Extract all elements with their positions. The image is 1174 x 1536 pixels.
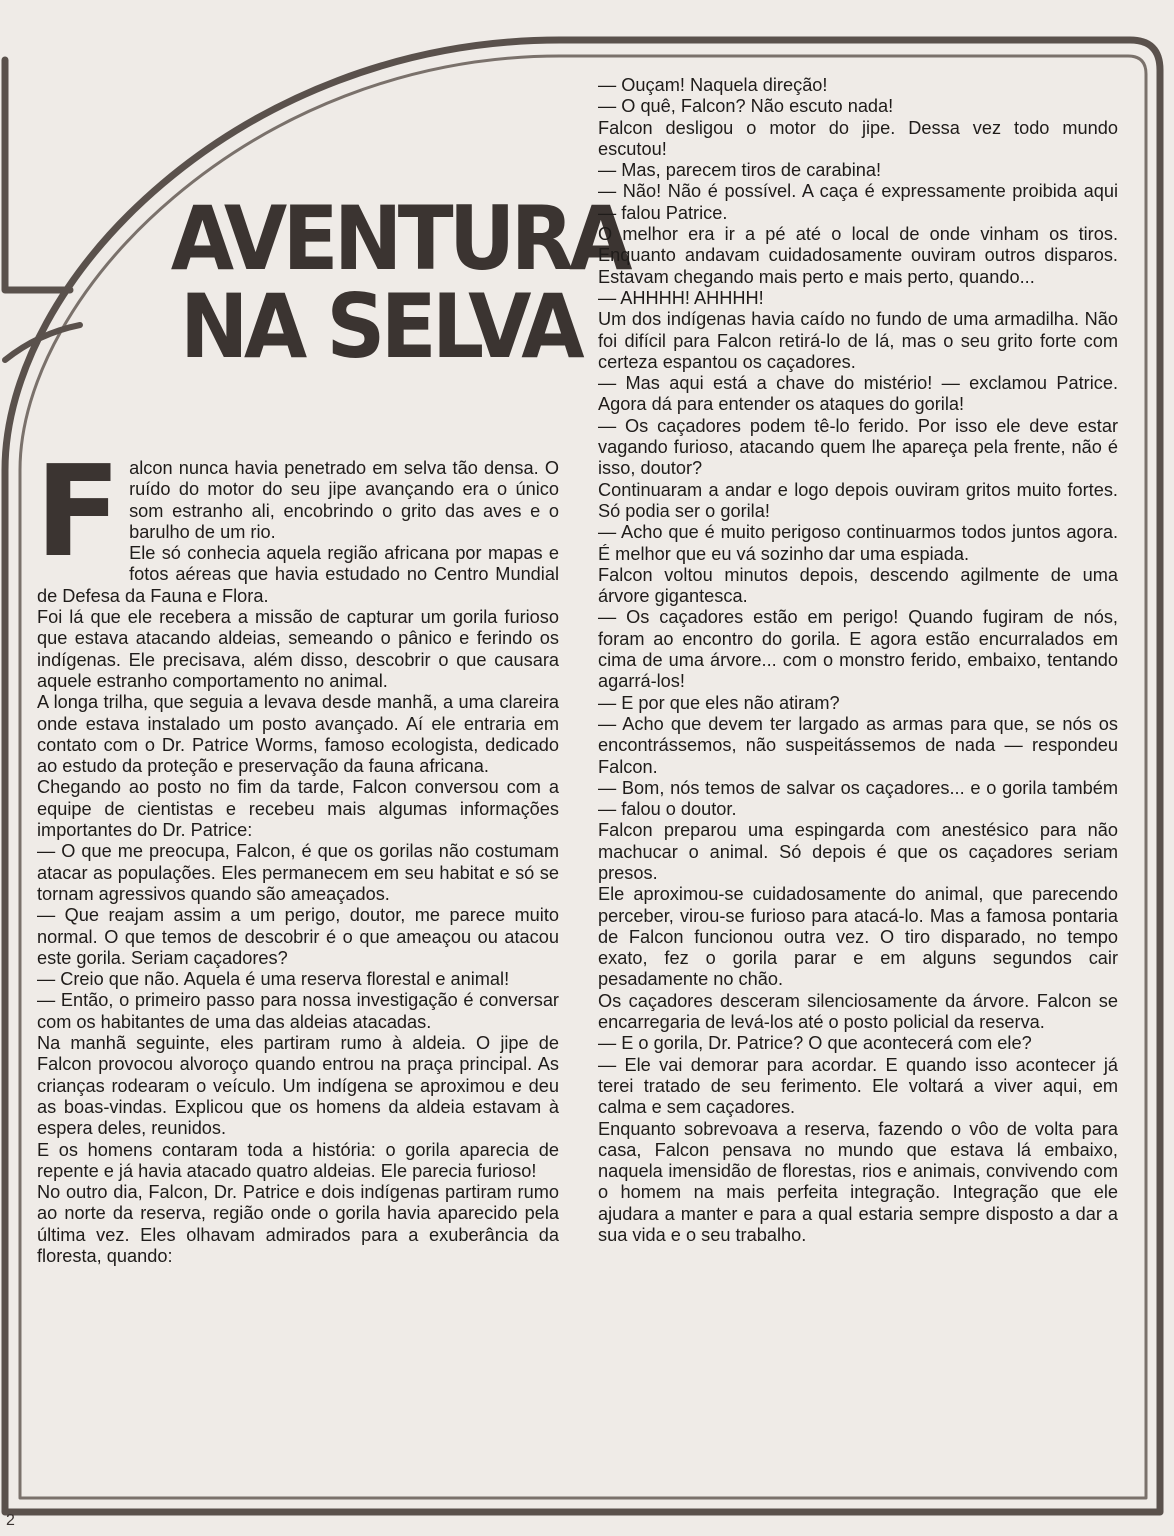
paragraph: — Ele vai demorar para acordar. E quando isso acontecer já terei tratado de seu ferimento. Ele voltará a viver aqui, em calma e sem caçadores. [598, 1054, 1118, 1118]
paragraph: — E por que eles não atiram? [598, 692, 840, 713]
paragraph: — Creio que não. Aquela é uma reserva florestal e animal! [37, 969, 510, 990]
paragraph: — Mas aqui está a chave do mistério! — exclamou Patrice. Agora dá para entender os ataques do gorila! [598, 373, 1118, 415]
drop-cap: F [35, 438, 122, 585]
page-number: 2 [6, 1512, 15, 1529]
paragraph: — AHHHH! AHHHH! [598, 287, 764, 308]
title-line-2: NA SELVA [180, 275, 580, 378]
paragraph: — Que reajam assim a um perigo, doutor, me parece muito normal. O que temos de descobrir é o que ameaçou ou atacou este gorila. Seriam caçadores? [37, 905, 559, 968]
right-column [598, 75, 1118, 1246]
article-title [170, 187, 628, 378]
paragraph: — Então, o primeiro passo para nossa investigação é conversar com os habitantes de uma das aldeias atacadas. [37, 990, 559, 1032]
paragraph: Foi lá que ele recebera a missão de capturar um gorila furioso que estava atacando aldeias, semeando o pânico e ferindo os indígenas. Ele precisava, além disso, descobrir o que causara aquele estranho comportamento no animal. [37, 607, 559, 691]
paragraph: — Acho que é muito perigoso continuarmos todos juntos agora. É melhor que eu vá sozinho dar uma espiada. [598, 522, 1118, 564]
paragraph: Continuaram a andar e logo depois ouviram gritos muito fortes. Só podia ser o gorila! [598, 479, 1118, 521]
paragraph: — E o gorila, Dr. Patrice? O que acontecerá com ele? [598, 1033, 1032, 1054]
paragraph: Na manhã seguinte, eles partiram rumo à aldeia. O jipe de Falcon provocou alvoroço quando entrou na praça principal. As crianças rodearam o veículo. Um indígena se aproximou e deu as boas-vindas. Explicou que os homens da aldeia estavam à espera deles, reunidos. [37, 1033, 559, 1139]
paragraph: E os homens contaram toda a história: o gorila aparecia de repente e já havia atacado quatro aldeias. Ele parecia furioso! [37, 1139, 559, 1181]
paragraph: O melhor era ir a pé até o local de onde vinham os tiros. Enquanto andavam cuidadosamente ouviram outros disparos. Estavam chegando mais perto e mais perto, quando... [598, 224, 1118, 287]
paragraph: Ele só conhecia aquela região africana por mapas e fotos aéreas que havia estudado no Centro Mundial de Defesa da Fauna e Flora. [37, 543, 559, 606]
paragraph: No outro dia, Falcon, Dr. Patrice e dois indígenas partiram rumo ao norte da reserva, região onde o gorila havia aparecido pela última vez. Eles olhavam admirados para a exuberância da floresta, quando: [37, 1182, 559, 1266]
paragraph: — Os caçadores estão em perigo! Quando fugiram de nós, foram ao encontro do gorila. E agora estão encurralados em cima de uma árvore... com o monstro ferido, embaixo, tentando agarrá-los! [598, 607, 1118, 692]
paragraph: — Não! Não é possível. A caça é expressamente proibida aqui — falou Patrice. [598, 181, 1118, 223]
paragraph: Falcon voltou minutos depois, descendo agilmente de uma árvore gigantesca. [598, 564, 1118, 607]
paragraph: — Acho que devem ter largado as armas para que, se nós os encontrássemos, não suspeitássemos de nada — respondeu Falcon. [598, 713, 1118, 777]
paragraph: — O que me preocupa, Falcon, é que os gorilas não costumam atacar as populações. Eles permanecem em seu habitat e só se tornam agressivos quando são ameaçados. [37, 841, 559, 904]
frame-left-curl [5, 60, 70, 290]
left-column [35, 438, 559, 1267]
paragraph: — O quê, Falcon? Não escuto nada! [598, 96, 894, 117]
paragraph: Ele aproximou-se cuidadosamente do animal, que parecendo perceber, virou-se furioso para atacá-lo. Mas a famosa pontaria de Falcon funcionou outra vez. O tiro disparado, no tempo exato, fez o gorila parar e em alguns segundos cair pesadamente no chão. [598, 884, 1118, 990]
paragraph: Chegando ao posto no fim da tarde, Falcon conversou com a equipe de cientistas e recebeu mais algumas informações importantes do Dr. Patrice: [37, 777, 559, 841]
paragraph: — Mas, parecem tiros de carabina! [598, 160, 882, 181]
paragraph: — Os caçadores podem tê-lo ferido. Por isso ele deve estar vagando furioso, atacando quem lhe apareça pela frente, não é isso, doutor? [598, 415, 1118, 479]
paragraph: — Ouçam! Naquela direção! [598, 75, 828, 95]
paragraph: Enquanto sobrevoava a reserva, fazendo o vôo de volta para casa, Falcon pensava no mundo que estava lá embaixo, naquela imensidão de florestas, rios e animais, convivendo com o homem na mais perfeita integração. Integração que ele ajudara a manter e para a qual estaria sempre disposto a dar a sua vida e o seu trabalho. [598, 1118, 1118, 1246]
paragraph: Falcon desligou o motor do jipe. Dessa vez todo mundo escutou! [598, 117, 1118, 159]
paragraph: A longa trilha, que seguia a levava desde manhã, a uma clareira onde estava instalado um posto avançado. Aí ele entraria em contato com o Dr. Patrice Worms, famoso ecologista, dedicado ao estudo da proteção e preservação da fauna africana. [37, 692, 559, 777]
paragraph: Um dos indígenas havia caído no fundo de uma armadilha. Não foi difícil para Falcon retirá-lo de lá, mas o seu grito forte com certeza espantou os caçadores. [598, 309, 1118, 372]
paragraph: — Bom, nós temos de salvar os caçadores... e o gorila também — falou o doutor. [598, 777, 1118, 820]
paragraph: alcon nunca havia penetrado em selva tão densa. O ruído do motor do seu jipe avançando era o único som estranho ali, encobrindo o grito das aves e o barulho de um rio. [129, 458, 559, 542]
paragraph: Os caçadores desceram silenciosamente da árvore. Falcon se encarregaria de levá-los até o posto policial da reserva. [598, 990, 1118, 1033]
title-line-1: AVENTURA [170, 187, 628, 290]
paragraph: Falcon preparou uma espingarda com anestésico para não machucar o animal. Só depois é que os caçadores seriam presos. [598, 820, 1118, 883]
